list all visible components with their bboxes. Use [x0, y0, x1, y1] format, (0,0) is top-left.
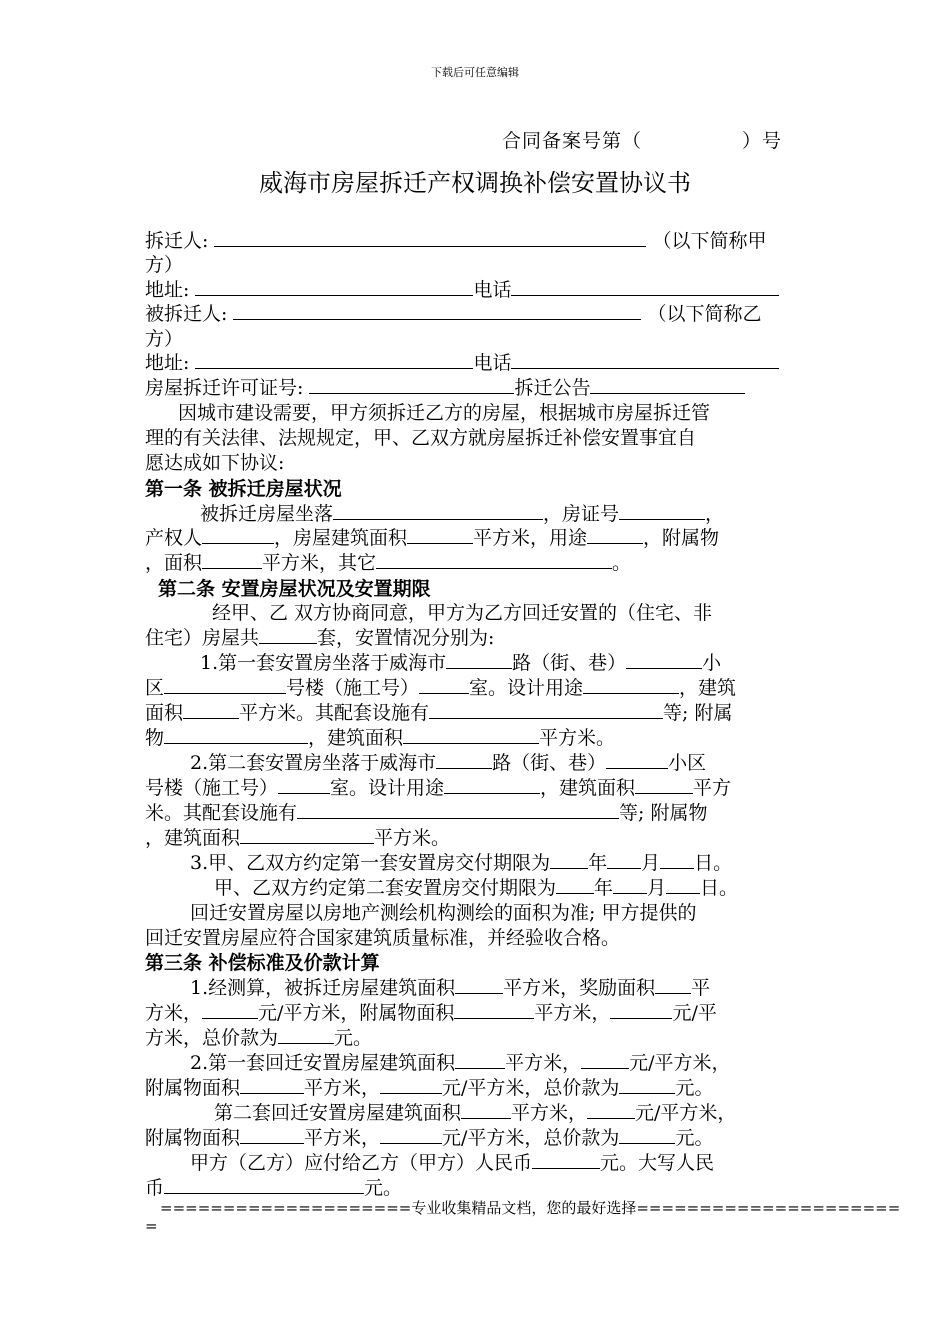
art1-owner-label: 产权人: [145, 527, 203, 549]
art1-line-2: [145, 525, 719, 551]
art3-c-price-unit: 元/平方米，: [635, 1102, 737, 1124]
art1-line-3: [145, 550, 631, 576]
demolished-line: [145, 301, 762, 327]
art2-s1-line-2: [145, 675, 736, 701]
art1-comma: ，: [705, 503, 725, 525]
art2-s2-line-1: [190, 750, 706, 776]
art3-d-rmb-label: 甲方（乙方）应付给乙方（甲方）人民币: [190, 1152, 533, 1174]
s1-building-field[interactable]: [164, 675, 286, 694]
s3-month-field-1[interactable]: [607, 850, 641, 869]
art3-a-total-unit: 元。: [334, 1027, 373, 1049]
art3-a-attach-label: 元/平方米，附属物面积: [258, 1002, 455, 1024]
address-line-2: [145, 350, 779, 376]
art3-b-total-unit: 元。: [675, 1077, 714, 1099]
art3-a-total-label: 方米，总价款为: [145, 1027, 279, 1049]
s1-attach-label-2: 物: [145, 727, 165, 749]
art2-para-1a: 经甲、乙 双方协商同意，甲方为乙方回迁安置的（住宅、非: [212, 602, 713, 624]
art3-b-area-field[interactable]: [455, 1050, 505, 1069]
art3-d-caps-label-2: 币: [145, 1177, 165, 1199]
art3-b-line-1: [190, 1050, 731, 1076]
s2-area-label: ，建筑面积: [540, 777, 636, 799]
art3-b-total-field[interactable]: [619, 1075, 675, 1094]
s3-day-label-1: 日。: [694, 852, 733, 874]
intro-line-3: 愿达成如下协议:: [145, 452, 285, 474]
permit-label: 房屋拆迁许可证号:: [145, 377, 304, 399]
art3-c-attach-price-field[interactable]: [380, 1125, 442, 1144]
demolisher-line: [145, 228, 767, 254]
s2-estate-label: 小区: [668, 752, 707, 774]
art3-b-price-field[interactable]: [581, 1050, 629, 1069]
art3-c-line-2: [145, 1125, 713, 1151]
s3-year-label-2: 年: [594, 877, 614, 899]
article-1-heading: 第一条 被拆迁房屋状况: [145, 478, 342, 500]
s3-year-field-2[interactable]: [556, 875, 594, 894]
art1-cert-label: ，房证号: [543, 503, 620, 525]
s3-label-2: 甲、乙双方约定第二套安置房交付期限为: [214, 877, 557, 899]
art3-c-area-unit: 平方米，: [511, 1102, 588, 1124]
demolished-suffix: （以下简称乙: [647, 303, 762, 325]
intro-line-2: 理的有关法律、法规规定，甲、乙双方就房屋拆迁补偿安置事宜自: [145, 427, 697, 449]
art3-a-price-field[interactable]: [202, 1000, 258, 1019]
demolished-field[interactable]: [233, 301, 641, 320]
demolished-label: 被拆迁人:: [145, 303, 228, 325]
art3-b-area-unit: 平方米，: [505, 1052, 582, 1074]
notice-field[interactable]: [590, 375, 745, 394]
s2-facility-label: 米。其配套设施有: [145, 802, 298, 824]
footer-banner-tail: =: [145, 1217, 158, 1235]
art2-s3-line-2: [214, 875, 738, 901]
art3-c-attach-field[interactable]: [240, 1125, 304, 1144]
art3-b-area-label: 2.第一套回迁安置房屋建筑面积: [190, 1052, 456, 1074]
permit-line: [145, 375, 745, 401]
filing-blank[interactable]: [642, 129, 742, 147]
s2-estate-field[interactable]: [606, 750, 668, 769]
art3-a-unit-2: 方米，: [145, 1002, 203, 1024]
art2-s2-line-2: [145, 775, 731, 801]
demolisher-field[interactable]: [214, 228, 646, 247]
s1-use-field[interactable]: [583, 675, 679, 694]
art3-c-attach-unit: 平方米，: [304, 1127, 381, 1149]
art3-d-caps-label: 元。大写人民: [600, 1152, 715, 1174]
s2-building-label: 号楼（施工号）: [145, 777, 279, 799]
footer-banner: ====================专业收集精品文档，您的最好选择=====================: [160, 1199, 901, 1217]
document-title: 威海市房屋拆迁产权调换补偿安置协议书: [259, 169, 691, 197]
phone-label: 电话: [473, 279, 512, 301]
s3-year-field-1[interactable]: [550, 850, 588, 869]
art1-period: 。: [612, 552, 632, 574]
art2-para-2a: 回迁安置房屋以房地产测绘机构测绘的面积为准; 甲方提供的: [190, 902, 697, 924]
s3-day-field-2[interactable]: [666, 875, 700, 894]
art3-d-caps-field[interactable]: [164, 1175, 364, 1194]
header-note: 下载后可任意编辑: [431, 66, 519, 79]
art3-c-attach-label: 附属物面积: [145, 1127, 241, 1149]
demolisher-label: 拆迁人:: [145, 230, 209, 252]
s1-area-field[interactable]: [183, 700, 239, 719]
art1-location-label: 被拆迁房屋坐落: [200, 503, 334, 525]
art3-b-price-unit: 元/平方米，: [629, 1052, 731, 1074]
s2-attach-area-unit: 平方米。: [374, 827, 451, 849]
address-field-2[interactable]: [195, 350, 473, 369]
address-field[interactable]: [195, 277, 473, 296]
s1-area-label-2: 面积: [145, 702, 184, 724]
demolisher-suffix: （以下简称甲: [652, 230, 767, 252]
art2-para-2b: 回迁安置房屋应符合国家建筑质量标准，并经验收合格。: [145, 927, 621, 949]
article-2-heading: 第二条 安置房屋状况及安置期限: [158, 578, 431, 600]
s2-area-unit: 平方: [693, 777, 732, 799]
art3-a-area-label: 1.经测算，被拆迁房屋建筑面积: [190, 977, 456, 999]
art3-d-line-1: [190, 1150, 714, 1176]
art3-c-price-field[interactable]: [587, 1100, 635, 1119]
art1-location-field[interactable]: [333, 501, 543, 520]
intro-line-1: 因城市建设需要，甲方须拆迁乙方的房屋，根据城市房屋拆迁管: [178, 402, 711, 424]
s1-attach-area-unit: 平方米。: [539, 727, 616, 749]
s1-estate-field[interactable]: [626, 650, 702, 669]
art3-a-attach-unit: 平方米，: [534, 1002, 611, 1024]
art1-other-label: 平方米，其它: [262, 552, 377, 574]
s1-facility-field[interactable]: [429, 700, 663, 719]
art3-a-bonus-label: 平方米，奖励面积: [503, 977, 656, 999]
art3-a-total-field[interactable]: [278, 1025, 334, 1044]
art1-attach-area-field[interactable]: [202, 550, 262, 569]
s1-attach-area-label: ，建筑面积: [308, 727, 404, 749]
art2-s3-line-1: [190, 850, 732, 876]
art3-b-total-label: 元/平方米，总价款为: [442, 1077, 620, 1099]
art2-count-suffix: 套，安置情况分别为:: [317, 627, 495, 649]
art3-c-line-1: [214, 1100, 736, 1126]
s1-area-label: ，建筑: [679, 677, 737, 699]
art3-a-line-3: [145, 1025, 372, 1051]
demolisher-line-2: 方）: [145, 254, 184, 276]
art3-a-attach-field[interactable]: [454, 1000, 534, 1019]
art3-d-caps-unit: 元。: [364, 1177, 403, 1199]
s2-city-label: 2.第二套安置房坐落于威海市: [190, 752, 437, 774]
phone-label-2: 电话: [473, 352, 512, 374]
art2-s2-line-4: [145, 825, 450, 851]
art3-a-line-1: [190, 975, 710, 1001]
art3-a-line-2: [145, 1000, 717, 1026]
s1-building-label: 号楼（施工号）: [286, 677, 420, 699]
art2-s1-line-4: [145, 725, 615, 751]
art2-para-1b: [145, 625, 494, 651]
art3-b-attach-unit: 平方米，: [304, 1077, 381, 1099]
s1-estate-label: 小: [702, 652, 722, 674]
art3-c-total-label: 元/平方米，总价款为: [442, 1127, 620, 1149]
s2-road-field[interactable]: [436, 750, 492, 769]
s1-use-label: 室。设计用途: [469, 677, 584, 699]
article-3-heading: 第三条 补偿标准及价款计算: [145, 952, 380, 974]
art2-s1-line-3: [145, 700, 732, 726]
s2-area-field[interactable]: [635, 775, 693, 794]
phone-field-2[interactable]: [511, 350, 779, 369]
art3-d-rmb-field[interactable]: [532, 1150, 600, 1169]
s3-month-label-2: 月: [647, 877, 667, 899]
art3-b-attach-price-field[interactable]: [380, 1075, 442, 1094]
art2-s1-line-1: [200, 650, 721, 676]
s2-attach-label: 等; 附属物: [619, 802, 708, 824]
address-label-2: 地址:: [145, 352, 190, 374]
art1-attach-area-label: ，面积: [145, 552, 203, 574]
art1-other-field[interactable]: [376, 550, 612, 569]
permit-field[interactable]: [309, 375, 514, 394]
s2-road-label: 路（街、巷）: [492, 752, 607, 774]
s2-use-field[interactable]: [444, 775, 540, 794]
address-label: 地址:: [145, 279, 190, 301]
s1-road-label: 路（街、巷）: [512, 652, 627, 674]
s3-label-1: 3.甲、乙双方约定第一套安置房交付期限为: [190, 852, 551, 874]
address-line-1: [145, 277, 779, 303]
s2-facility-field[interactable]: [297, 800, 619, 819]
s1-room-field[interactable]: [419, 675, 469, 694]
art3-a-unit-1: 平: [691, 977, 711, 999]
s3-month-label-1: 月: [641, 852, 661, 874]
filing-prefix: 合同备案号第（: [502, 130, 643, 152]
s2-attach-area-field[interactable]: [240, 825, 374, 844]
art1-area-label: ，房屋建筑面积: [274, 527, 408, 549]
art2-count-field[interactable]: [259, 625, 317, 644]
filing-number: [502, 126, 782, 153]
art3-a-attach-price-field[interactable]: [610, 1000, 672, 1019]
s3-month-field-2[interactable]: [613, 875, 647, 894]
art1-owner-field[interactable]: [202, 525, 274, 544]
art1-use-field[interactable]: [587, 525, 643, 544]
s2-room-field[interactable]: [278, 775, 330, 794]
art1-cert-field[interactable]: [619, 501, 705, 520]
art3-b-line-2: [145, 1075, 713, 1101]
art3-c-total-field[interactable]: [619, 1125, 675, 1144]
s1-attach-label: 等; 附属: [663, 702, 733, 724]
art3-c-area-label: 第二套回迁安置房屋建筑面积: [214, 1102, 462, 1124]
art1-line-1: [200, 501, 724, 527]
art3-b-attach-label: 附属物面积: [145, 1077, 241, 1099]
art3-c-total-unit: 元。: [675, 1127, 714, 1149]
s2-attach-area-label: ，建筑面积: [145, 827, 241, 849]
art3-c-area-field[interactable]: [461, 1100, 511, 1119]
s1-facility-label: 平方米。其配套设施有: [239, 702, 430, 724]
art1-area-field[interactable]: [407, 525, 473, 544]
phone-field[interactable]: [511, 277, 779, 296]
art2-s2-line-3: [145, 800, 707, 826]
art3-b-attach-field[interactable]: [240, 1075, 304, 1094]
art3-a-bonus-field[interactable]: [655, 975, 691, 994]
art1-use-label: 平方米，用途: [473, 527, 588, 549]
art1-attach-label: ，附属物: [643, 527, 720, 549]
s1-attach-field[interactable]: [164, 725, 308, 744]
s1-district-label: 区: [145, 677, 165, 699]
s3-year-label-1: 年: [588, 852, 608, 874]
art3-a-attach-price-unit: 元/平: [672, 1002, 717, 1024]
art3-a-area-field[interactable]: [455, 975, 503, 994]
s3-day-field-1[interactable]: [660, 850, 694, 869]
s1-city-label: 1.第一套安置房坐落于威海市: [200, 652, 447, 674]
demolished-line-2: 方）: [145, 328, 184, 350]
s3-day-label-2: 日。: [700, 877, 739, 899]
art2-count-label: 住宅）房屋共: [145, 627, 260, 649]
filing-suffix: ）号: [742, 130, 783, 152]
notice-label: 拆迁公告: [514, 377, 591, 399]
s2-use-label: 室。设计用途: [330, 777, 445, 799]
s1-attach-area-field[interactable]: [403, 725, 539, 744]
s1-road-field[interactable]: [446, 650, 512, 669]
